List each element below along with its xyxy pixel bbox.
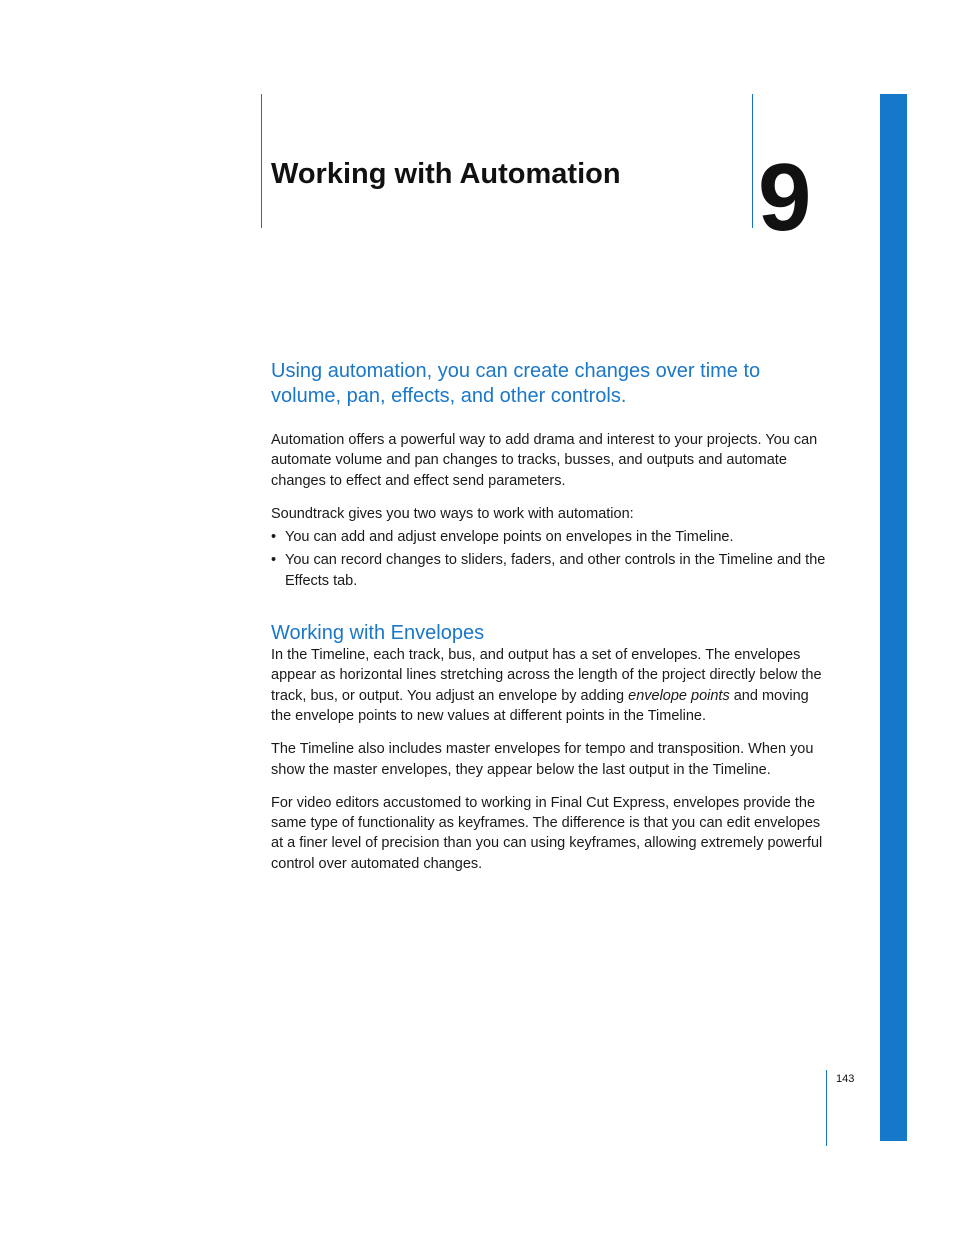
- chapter-title: Working with Automation: [271, 158, 621, 190]
- paragraph-two-ways: Soundtrack gives you two ways to work with automation:: [271, 505, 634, 522]
- bullet-list: [271, 527, 831, 591]
- paragraph-envelopes-intro: [271, 645, 831, 726]
- text-run: In the Timeline, each track, bus, and output has a set of envelopes. The envelopes appear as horizontal lines stretching across the length of the project directly below the track, bus, or output. You adjust an envelope by adding: [271, 647, 822, 704]
- page-number: 143: [836, 1073, 855, 1085]
- paragraph-video-editors: For video editors accustomed to working in Final Cut Express, envelopes provide the same type of functionality as keyframes. The difference is that you can edit envelopes at a finer level of precision than you can using keyframes, allowing extremely powerful control over automated changes.: [271, 794, 823, 872]
- section-heading-envelopes: Working with Envelopes: [271, 622, 485, 645]
- title-rule-left: [261, 94, 262, 228]
- bullet-item-record-changes: • You can record changes to sliders, faders, and other controls in the Timeline and the Effects tab.: [271, 550, 831, 591]
- title-rule-right: [752, 94, 753, 228]
- chapter-intro: Using automation, you can create changes over time to volume, pan, effects, and other controls.: [271, 360, 761, 407]
- chapter-tab: [880, 94, 907, 1141]
- chapter-number: 9: [758, 144, 812, 251]
- term-envelope-points: envelope points: [628, 687, 730, 704]
- text-run: and moving the envelope points to new values at different points in the Timeline.: [271, 687, 809, 724]
- paragraph-master-envelopes: The Timeline also includes master envelopes for tempo and transposition. When you show the master envelopes, they appear below the last output in the Timeline.: [271, 741, 814, 778]
- bullet-item-envelope-points: • You can add and adjust envelope points on envelopes in the Timeline.: [271, 527, 831, 547]
- body-content: [271, 430, 831, 887]
- page-number-rule: [826, 1070, 827, 1146]
- paragraph-automation-overview: Automation offers a powerful way to add drama and interest to your projects. You can automate volume and pan changes to tracks, busses, and outputs and automate changes to effect and effect send parameters.: [271, 432, 818, 489]
